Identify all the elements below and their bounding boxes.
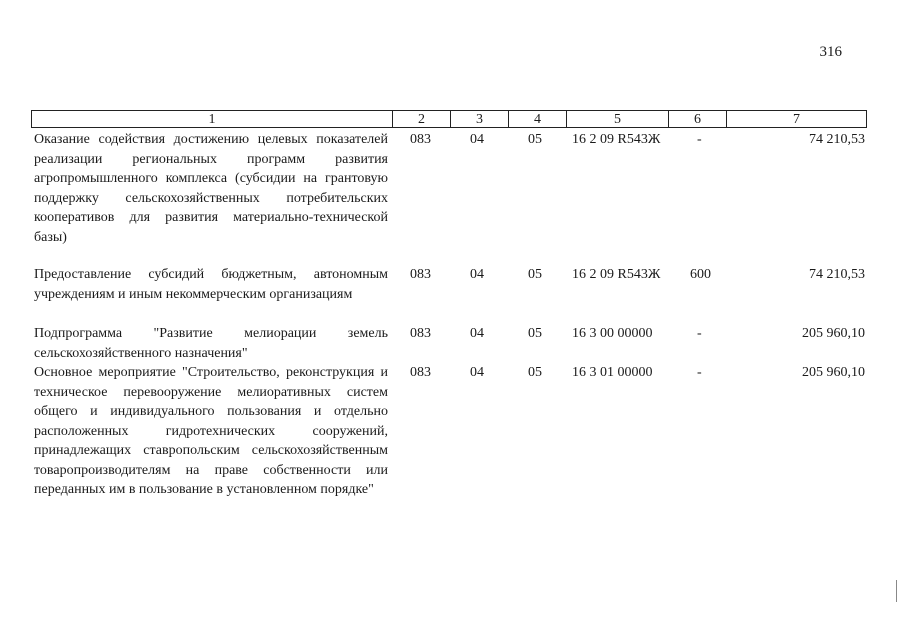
row-col-5: 16 3 01 00000 <box>572 365 653 380</box>
header-col-3: 3 <box>451 111 509 127</box>
header-col-4: 4 <box>509 111 567 127</box>
header-col-1: 1 <box>32 111 393 127</box>
row-col-3: 04 <box>470 132 484 147</box>
row-col-4: 05 <box>528 267 542 282</box>
row-col-7: 74 210,53 <box>809 132 865 147</box>
scan-artifact-line <box>896 580 897 602</box>
row-col-6: - <box>697 132 702 147</box>
header-col-2: 2 <box>393 111 451 127</box>
row-col-2: 083 <box>410 326 431 341</box>
row-col-2: 083 <box>410 132 431 147</box>
page-number: 316 <box>819 44 842 60</box>
row-col-7: 205 960,10 <box>802 365 865 380</box>
row-col-2: 083 <box>410 267 431 282</box>
row-col-7: 74 210,53 <box>809 267 865 282</box>
row-col-6: - <box>697 326 702 341</box>
row-col-4: 05 <box>528 365 542 380</box>
row-description: Предоставление субсидий бюджетным, автономным учреждениям и иным некоммерческим организациям <box>34 267 388 302</box>
row-description: Основное мероприятие "Строительство, реконструкция и техническое перевооружение мелиоративных систем общего и индивидуального пользования и отдельно расположенных гидротехнических сооружений, принадлежащих ставропольским сельскохозяйственным товаропроизводителям на праве собственности или переданных им в пользование в установленном порядке" <box>34 365 388 497</box>
row-col-5: 16 2 09 R543Ж <box>572 132 661 147</box>
row-col-3: 04 <box>470 267 484 282</box>
row-col-2: 083 <box>410 365 431 380</box>
header-col-7: 7 <box>793 112 800 127</box>
row-col-4: 05 <box>528 132 542 147</box>
row-col-6: 600 <box>690 267 711 282</box>
row-col-5: 16 2 09 R543Ж <box>572 267 661 282</box>
table-header-row <box>31 110 867 128</box>
row-description: Оказание содействия достижению целевых показателей реализации региональных программ развития агропромышленного комплекса (субсидии на грантовую поддержку сельскохозяйственных потребительских кооперативов для развития материально-технической базы) <box>34 132 388 245</box>
row-col-4: 05 <box>528 326 542 341</box>
row-col-6: - <box>697 365 702 380</box>
row-col-5: 16 3 00 00000 <box>572 326 653 341</box>
header-col-5: 5 <box>567 111 669 127</box>
row-col-7: 205 960,10 <box>802 326 865 341</box>
row-description: Подпрограмма "Развитие мелиорации земель сельскохозяйственного назначения" <box>34 326 388 361</box>
header-col-6: 6 <box>669 111 727 127</box>
row-col-3: 04 <box>470 365 484 380</box>
row-col-3: 04 <box>470 326 484 341</box>
